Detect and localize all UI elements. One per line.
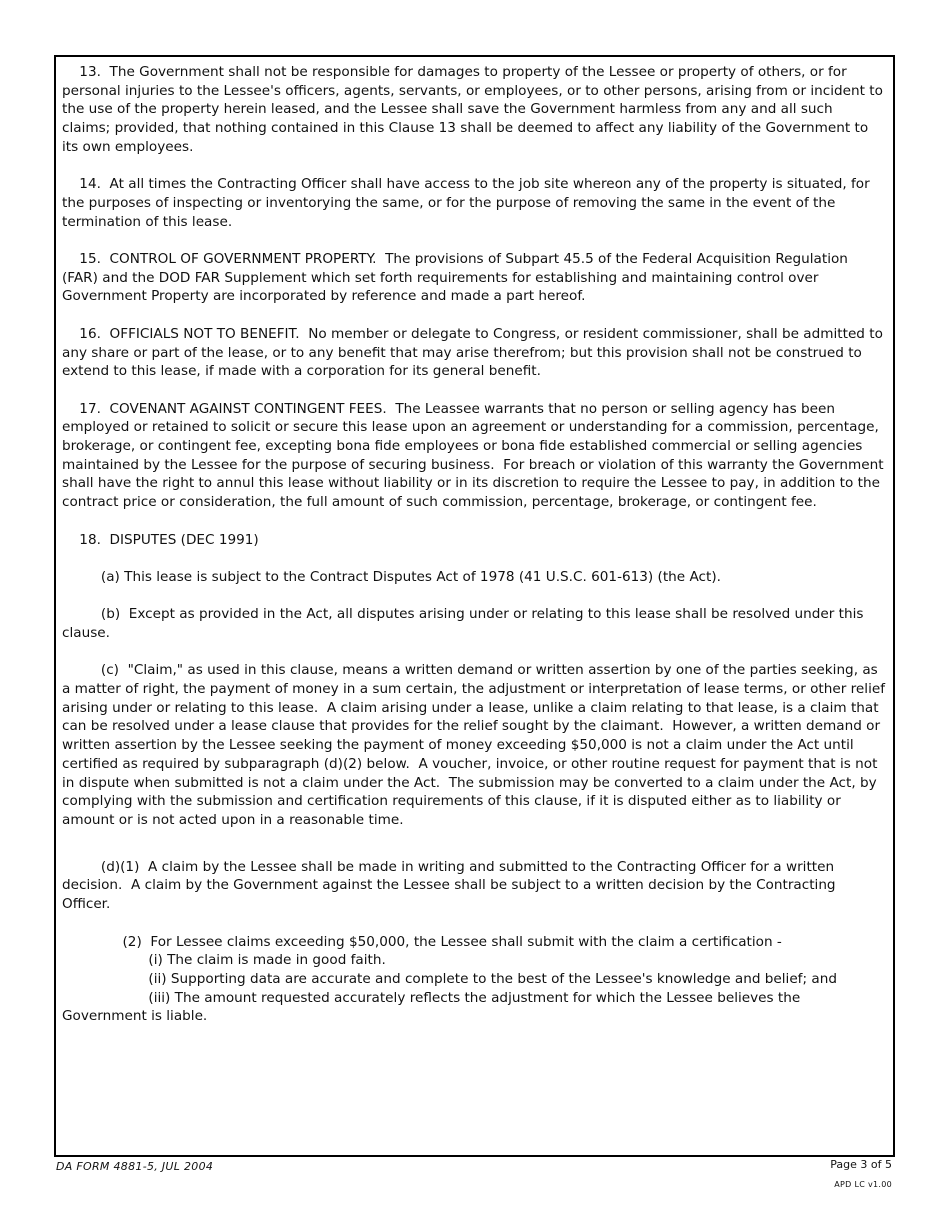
form-body [62,63,890,1026]
clause-18-d1: (d)(1) A claim by the Lessee shall be made in writing and submitted to the Contracting Officer for a written decision. A claim by the Government against the Lessee shall be subject to a written decision by the Contracting Officer. [62,858,840,913]
clause-14: 14. At all times the Contracting Officer shall have access to the job site whereon any of the property is situated, for the purposes of inspecting or inventorying the same, or for the purpose of removing the same in the event of the termination of this lease. [62,176,875,230]
form-border [54,55,895,1157]
clause-16: 16. OFFICIALS NOT TO BENEFIT. No member or delegate to Congress, or resident commissioner, shall be admitted to any share or part of the lease, or to any benefit that may arise therefrom; but this provision shall not be construed to extend to this lease, if made with a corporation for its general benefit. [62,325,888,380]
clause-15: 15. CONTROL OF GOVERNMENT PROPERTY. The provisions of Subpart 45.5 of the Federal Acquisition Regulation (FAR) and the DOD FAR Supplement which set forth requirements for establishing and maintaining control over Government Property are incorporated by reference and made a part hereof. [62,251,853,305]
clause-18-d2: (2) For Lessee claims exceeding $50,000, the Lessee shall submit with the claim a certification - [62,933,782,950]
clause-18-d2-iii: (iii) The amount requested accurately reflects the adjustment for which the Lessee believes the Government is liable. [62,989,805,1025]
clause-18-c: (c) "Claim," as used in this clause, means a written demand or written assertion by one of the parties seeking, as a matter of right, the payment of money in a sum certain, the adjustment or interpretation of lease terms, or other relief arising under or relating to this lease. A claim arising under a lease, unlike a claim relating to that lease, is a claim that can be resolved under a lease clause that provides for the relief sought by the claimant. However, a written demand or written assertion by the Lessee seeking the payment of money exceeding $50,000 is not a claim under the Act until certified as required by subparagraph (d)(2) below. A voucher, invoice, or other routine request for payment that is not in dispute when submitted is not a claim under the Act. The submission may be converted to a claim under the Act, by complying with the submission and certification requirements of this clause, if it is disputed either as to liability or amount or is not acted upon in a reasonable time. [62,662,890,828]
clause-18-b: (b) Except as provided in the Act, all disputes arising under or relating to this lease shall be resolved under this clause. [62,606,868,641]
clause-18-d2-ii: (ii) Supporting data are accurate and complete to the best of the Lessee's knowledge and belief; and [62,970,837,987]
clause-18-d2-i: (i) The claim is made in good faith. [62,952,386,969]
page-number: Page 3 of 5 [830,1158,892,1171]
clause-13: 13. The Government shall not be responsible for damages to property of the Lessee or property of others, or for personal injuries to the Lessee's officers, agents, servants, or employees, or to other persons, arising from or incident to the use of the property herein leased, and the Lessee shall save the Government harmless from any and all such claims; provided, that nothing contained in this Clause 13 shall be deemed to affect any liability of the Government to its own employees. [62,64,888,155]
clause-17: 17. COVENANT AGAINST CONTINGENT FEES. The Leassee warrants that no person or selling agency has been employed or retained to solicit or secure this lease upon an agreement or understanding for a commission, percentage, brokerage, or contingent fee, excepting bona fide employees or bona fide established commercial or selling agencies maintained by the Lessee for the purpose of securing business. For breach or violation of this warranty the Government shall have the right to annul this lease without liability or in its discretion to require the Lessee to pay, in addition to the contract price or consideration, the full amount of such commission, percentage, brokerage, or contingent fee. [62,400,888,511]
form-id: DA FORM 4881-5, JUL 2004 [56,1160,214,1173]
form-version: APD LC v1.00 [834,1180,892,1189]
clause-18-a: (a) This lease is subject to the Contract Disputes Act of 1978 (41 U.S.C. 601-613) (the Act). [62,568,721,585]
clause-18-title: 18. DISPUTES (DEC 1991) [62,531,259,548]
